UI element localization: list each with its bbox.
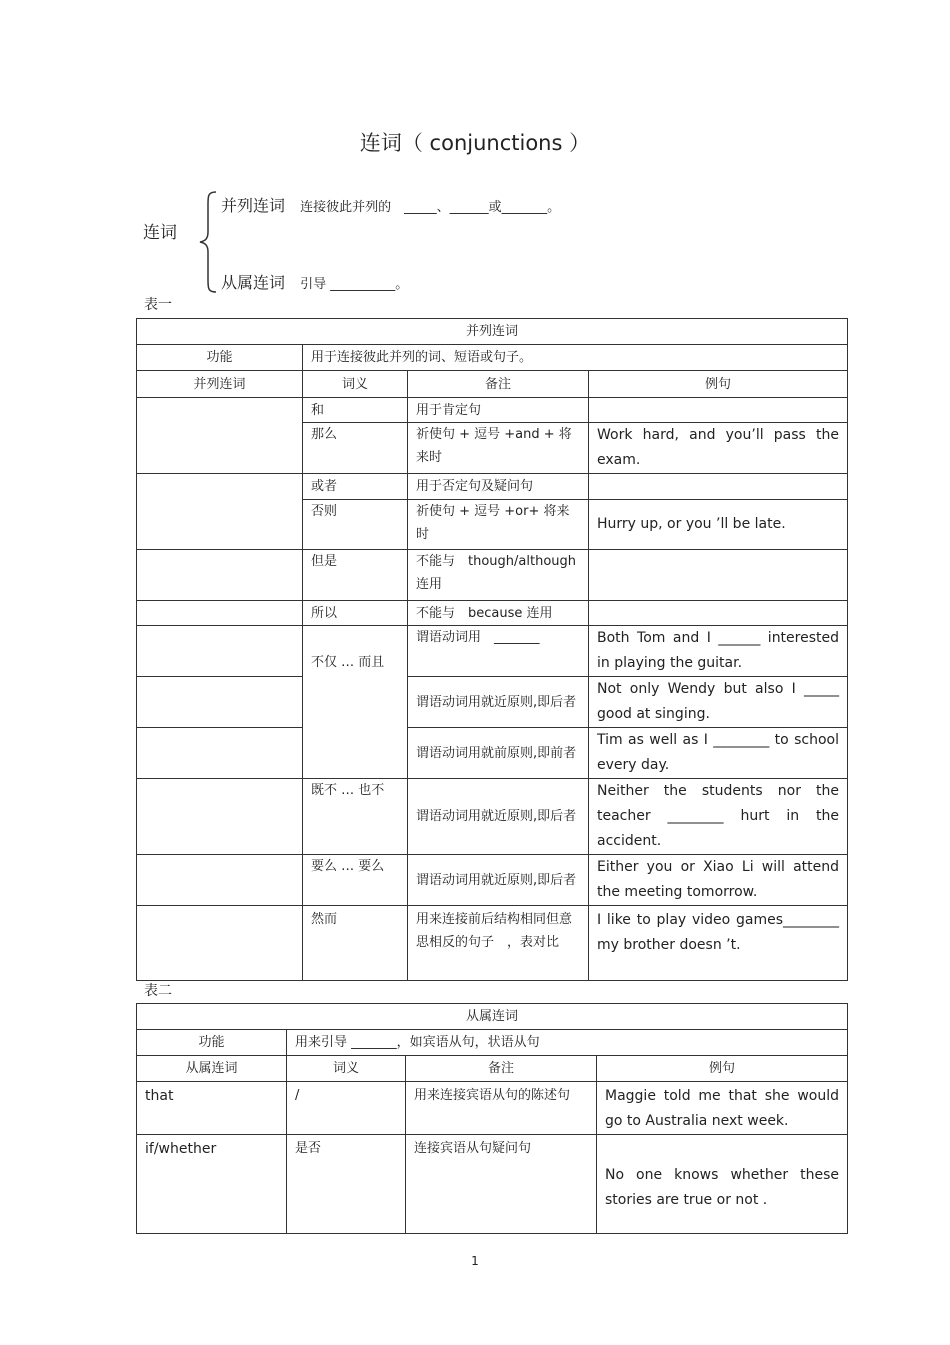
table-cell: 要么 … 要么 <box>303 855 408 906</box>
table-cell <box>137 626 303 677</box>
table-cell: Not only Wendy but also I _____ good at singing. <box>589 677 848 728</box>
table-cell: 或者 <box>303 474 408 500</box>
coordinating-desc: 连接彼此并列的 _____、______或_______。 <box>300 200 561 215</box>
table-cell: 连接宾语从句疑问句 <box>406 1135 597 1234</box>
table1-col-header: 例句 <box>589 371 848 398</box>
table-row <box>137 550 848 601</box>
table-row <box>137 601 848 626</box>
table-cell: Hurry up, or you ’ll be late. <box>589 500 848 550</box>
table-cell: 谓语动词用就近原则,即后者 <box>408 855 589 906</box>
table1-function-value: 用于连接彼此并列的词、短语或句子。 <box>303 345 848 371</box>
table-cell <box>589 601 848 626</box>
table-cell: 不能与 because 连用 <box>408 601 589 626</box>
table2 <box>136 1003 848 1234</box>
table-cell <box>137 728 303 779</box>
table-cell: Neither the students nor the teacher ________ hurt in the accident. <box>589 779 848 855</box>
table-cell: Tim as well as I ________ to school every day. <box>589 728 848 779</box>
table-cell: 不能与 though/although 连用 <box>408 550 589 601</box>
table-cell: Work hard, and you’ll pass the exam. <box>589 423 848 474</box>
table-cell: 否则 <box>303 500 408 550</box>
table-cell <box>589 474 848 500</box>
table-cell <box>137 906 303 981</box>
table-cell: 然而 <box>303 906 408 981</box>
table-cell: 用来连接宾语从句的陈述句 <box>406 1082 597 1135</box>
table-cell: 祈使句 + 逗号 +or+ 将来时 <box>408 500 589 550</box>
table-cell: that <box>137 1082 287 1135</box>
table-cell: / <box>287 1082 406 1135</box>
table1 <box>136 318 848 981</box>
table-cell: Either you or Xiao Li will attend the meeting tomorrow. <box>589 855 848 906</box>
table-cell: 祈使句 + 逗号 +and + 将来时 <box>408 423 589 474</box>
table-cell: 用来连接前后结构相同但意思相反的句子 ，表对比 <box>408 906 589 981</box>
page-title: 连词（ conjunctions ） <box>359 131 591 155</box>
table-cell: 谓语动词用就前原则,即前者 <box>408 728 589 779</box>
table-cell <box>589 398 848 423</box>
table1-col-header: 备注 <box>408 371 589 398</box>
curly-brace-icon <box>198 190 220 294</box>
table-cell <box>137 677 303 728</box>
table-cell: 是否 <box>287 1135 406 1234</box>
table-row <box>137 626 848 677</box>
table2-caption: 表二 <box>144 983 172 999</box>
overview-label: 连词 <box>143 223 177 243</box>
table-cell: 但是 <box>303 550 408 601</box>
table-cell <box>137 398 303 474</box>
table-cell: if/whether <box>137 1135 287 1234</box>
subordinating-desc: 引导 __________。 <box>300 277 409 292</box>
table-cell: I like to play video games________ my brother doesn ’t. <box>589 906 848 981</box>
table-cell: 和 <box>303 398 408 423</box>
table2-col-header: 从属连词 <box>137 1056 287 1082</box>
table2-col-header: 备注 <box>406 1056 597 1082</box>
table2-function-label: 功能 <box>137 1030 287 1056</box>
table2-col-header: 例句 <box>597 1056 848 1082</box>
table-cell: 所以 <box>303 601 408 626</box>
table-cell: 既不 … 也不 <box>303 779 408 855</box>
table2-col-header: 词义 <box>287 1056 406 1082</box>
table1-function-label: 功能 <box>137 345 303 371</box>
table-cell <box>137 779 303 855</box>
table-cell: Both Tom and I ______ interested in playing the guitar. <box>589 626 848 677</box>
table-cell <box>137 855 303 906</box>
table-cell: 用于肯定句 <box>408 398 589 423</box>
coordinating-term: 并列连词 <box>221 196 286 215</box>
table-row <box>137 779 848 855</box>
table1-caption: 表一 <box>144 297 172 313</box>
table1-col-header: 词义 <box>303 371 408 398</box>
table-cell <box>137 601 303 626</box>
table-cell: 谓语动词用 _______ <box>408 626 589 677</box>
table-cell: 用于否定句及疑问句 <box>408 474 589 500</box>
table-row <box>137 398 848 423</box>
table-cell: 谓语动词用就近原则,即后者 <box>408 677 589 728</box>
subordinating-term: 从属连词 <box>221 273 286 292</box>
table-row <box>137 1082 848 1135</box>
coordinating-row <box>221 193 560 216</box>
table-cell <box>137 474 303 550</box>
table-cell: 不仅 … 而且 <box>303 626 408 779</box>
subordinating-row <box>221 270 408 293</box>
table-cell: Maggie told me that she would go to Australia next week. <box>597 1082 848 1135</box>
table2-function-value: 用来引导 _______，如宾语从句，状语从句 <box>287 1030 848 1056</box>
table1-col-header: 并列连词 <box>137 371 303 398</box>
table-row <box>137 1135 848 1234</box>
table-row <box>137 855 848 906</box>
table2-header: 从属连词 <box>137 1004 848 1030</box>
table-row <box>137 906 848 981</box>
table-cell: 那么 <box>303 423 408 474</box>
table-cell: 谓语动词用就近原则,即后者 <box>408 779 589 855</box>
table-cell: No one knows whether these stories are true or not . <box>597 1135 848 1234</box>
table-cell <box>589 550 848 601</box>
table-row <box>137 677 848 728</box>
table-cell <box>137 550 303 601</box>
table-row <box>137 728 848 779</box>
table-row <box>137 474 848 500</box>
table1-header: 并列连词 <box>137 319 848 345</box>
page-number: 1 <box>471 1254 479 1268</box>
